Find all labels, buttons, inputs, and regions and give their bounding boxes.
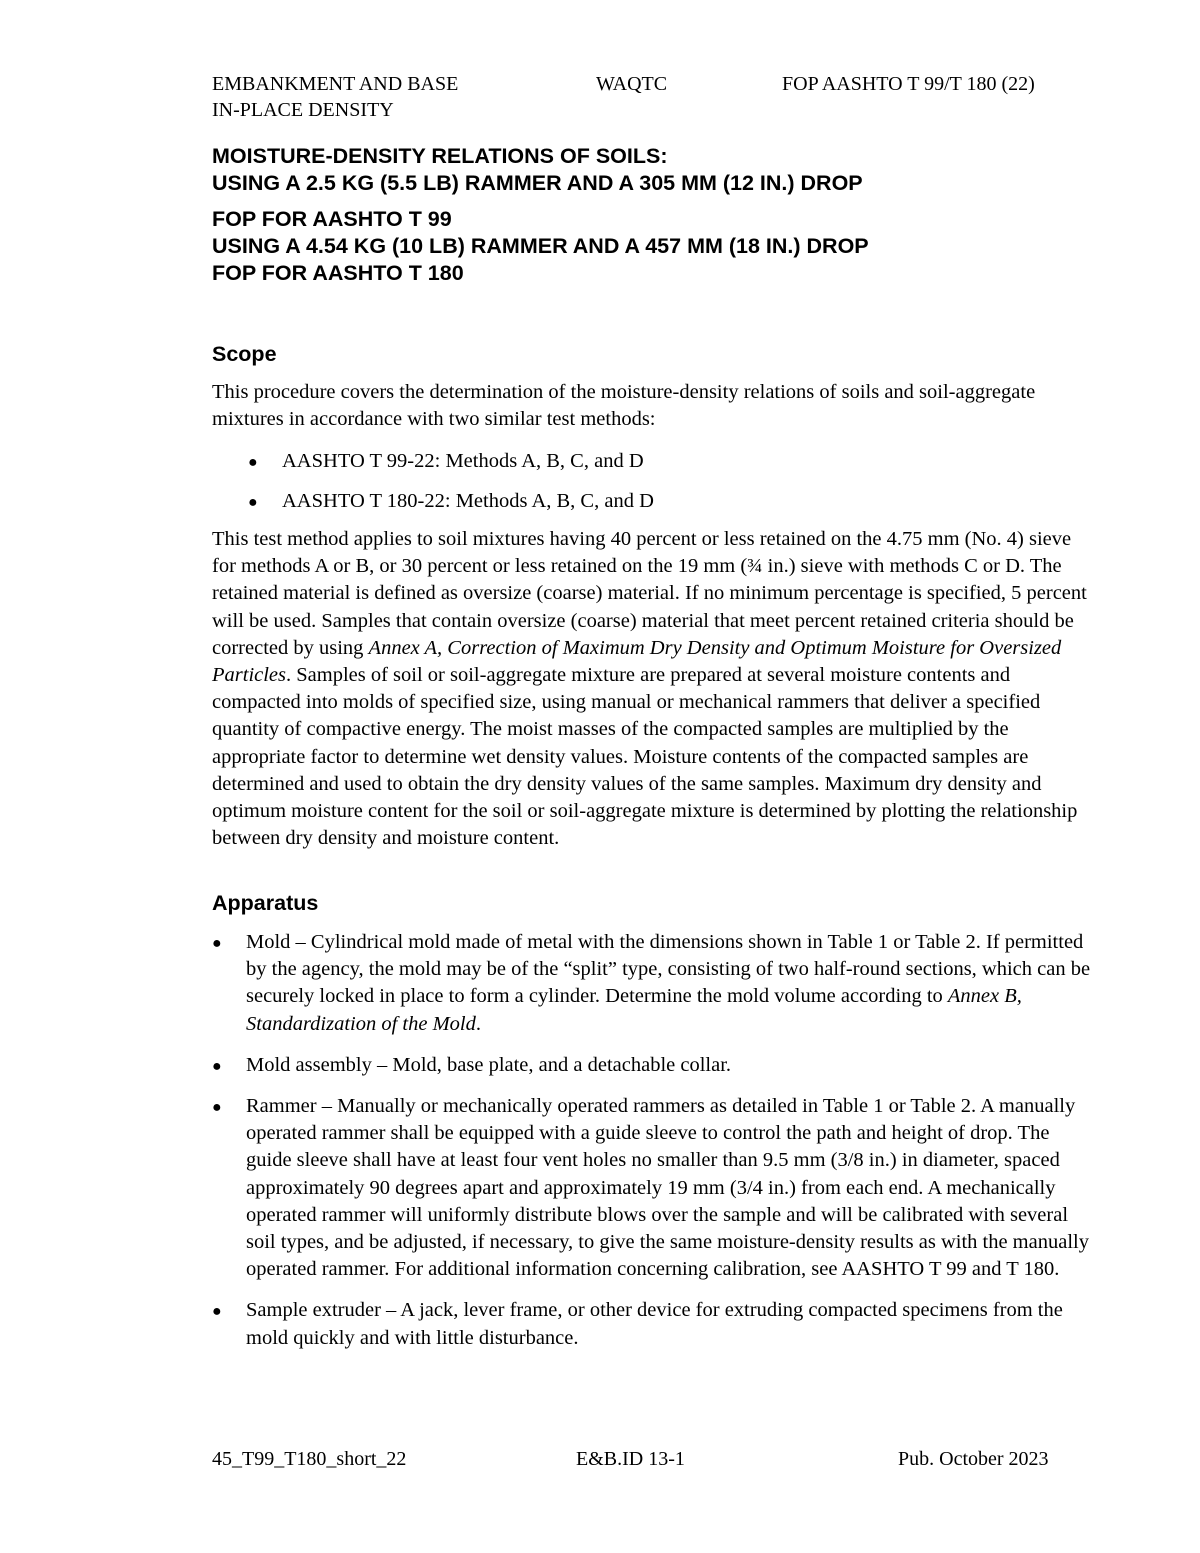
- scope-intro: [212, 379, 1082, 433]
- header-section-line2: IN-PLACE DENSITY: [212, 99, 394, 121]
- bullet-icon: ●: [212, 1099, 222, 1117]
- title-line-1: MOISTURE-DENSITY RELATIONS OF SOILS:: [212, 144, 668, 168]
- annex-a-reference: Annex A, Correction of Maximum Dry Density and Optimum Moisture for Oversized Particles: [212, 636, 1062, 687]
- document-title: [212, 143, 1112, 287]
- scope-paragraph-text: [212, 526, 1092, 852]
- list-item: [212, 1297, 1092, 1351]
- header-center: WAQTC: [596, 73, 668, 95]
- title-line-3: FOP FOR AASHTO T 99: [212, 207, 452, 231]
- methods-list: [248, 448, 654, 528]
- footer-right: Pub. October 2023: [898, 1448, 1049, 1470]
- apparatus-heading: Apparatus: [212, 891, 319, 915]
- apparatus-mold-tail: .: [475, 1012, 481, 1035]
- bullet-icon: ●: [212, 935, 222, 952]
- header-section-line1: EMBANKMENT AND BASE: [212, 73, 459, 95]
- scope-paragraph: [212, 526, 1092, 852]
- header-right: FOP AASHTO T 99/T 180 (22): [782, 73, 1035, 95]
- title-line-5: FOP FOR AASHTO T 180: [212, 261, 464, 285]
- list-item: [212, 1052, 1092, 1079]
- scope-heading: Scope: [212, 342, 277, 366]
- bullet-icon: ●: [248, 494, 258, 511]
- scope-text-start: This test method applies to soil mixtures having 40 percent or less retained on the 4.75 mm (No. 4) sieve for methods A or B, or 30 percent or less retained on the 19 mm (¾ in.) sieve with methods C or D. The retained material is defined as oversize (coarse) material. If no minimum percentage is specified, 5 percent will be used. Samples that contain oversize (coarse) material that meet percent retained criteria should be corrected by using: [212, 528, 1087, 659]
- header-left: [212, 71, 458, 123]
- bullet-icon: ●: [212, 1303, 222, 1321]
- footer-center: E&B.ID 13-1: [576, 1448, 685, 1470]
- scope-text-end: . Samples of soil or soil-aggregate mixture are prepared at several moisture contents and compacted into molds of specified size, using manual or mechanical rammers that deliver a specified quantity of compactive energy. The moist masses of the compacted samples are multiplied by the appropriate factor to determine wet density values. Moisture contents of the compacted samples are determined and used to obtain the dry density values of the same samples. Maximum dry density and optimum moisture content for the soil or soil-aggregate mixture is determined by plotting the relationship between dry density and moisture content.: [212, 664, 1078, 850]
- apparatus-extruder-text: Sample extruder – A jack, lever frame, or other device for extruding compacted specimens from the mold quickly and with little disturbance.: [246, 1299, 1063, 1349]
- list-item: [248, 448, 654, 488]
- scope-intro-text: This procedure covers the determination of the moisture-density relations of soils and soil-aggregate mixtures in accordance with two similar test methods:: [212, 381, 1036, 431]
- apparatus-rammer-text: Rammer – Manually or mechanically operated rammers as detailed in Table 1 or Table 2. A manually operated rammer shall be equipped with a guide sleeve to control the path and height of drop. The guide sleeve shall have at least four vent holes no smaller than 9.5 mm (3/8 in.) in diameter, spaced approximately 90 degrees apart and approximately 19 mm (3/4 in.) from each end. A mechanically operated rammer will uniformly distribute blows over the sample and will be calibrated with several soil types, and be adjusted, if necessary, to give the same moisture-density results as with the manually operated rammer. For additional information concerning calibration, see AASHTO T 99 and T 180.: [246, 1095, 1089, 1281]
- footer-left: 45_T99_T180_short_22: [212, 1448, 407, 1470]
- list-item: [212, 929, 1092, 1038]
- apparatus-mold-assembly-text: Mold assembly – Mold, base plate, and a detachable collar.: [246, 1053, 732, 1076]
- list-item: [212, 1093, 1092, 1283]
- apparatus-list: [212, 929, 1092, 1352]
- bullet-icon: ●: [212, 1057, 222, 1075]
- method-t99: AASHTO T 99-22: Methods A, B, C, and D: [282, 450, 644, 472]
- annex-b-reference: Annex B, Standardization of the Mold: [246, 985, 1022, 1035]
- bullet-icon: ●: [248, 454, 258, 471]
- method-t180: AASHTO T 180-22: Methods A, B, C, and D: [282, 490, 654, 512]
- title-line-2: USING A 2.5 KG (5.5 LB) RAMMER AND A 305 MM (12 IN.) DROP: [212, 171, 863, 195]
- title-line-4: USING A 4.54 KG (10 LB) RAMMER AND A 457 MM (18 IN.) DROP: [212, 234, 869, 258]
- apparatus-mold-text: Mold – Cylindrical mold made of metal with the dimensions shown in Table 1 or Table 2. If permitted by the agency, the mold may be of the “split” type, consisting of two half-round sections, which can be securely locked in place to form a cylinder. Determine the mold volume according to: [246, 931, 1091, 1008]
- list-item: [248, 488, 654, 528]
